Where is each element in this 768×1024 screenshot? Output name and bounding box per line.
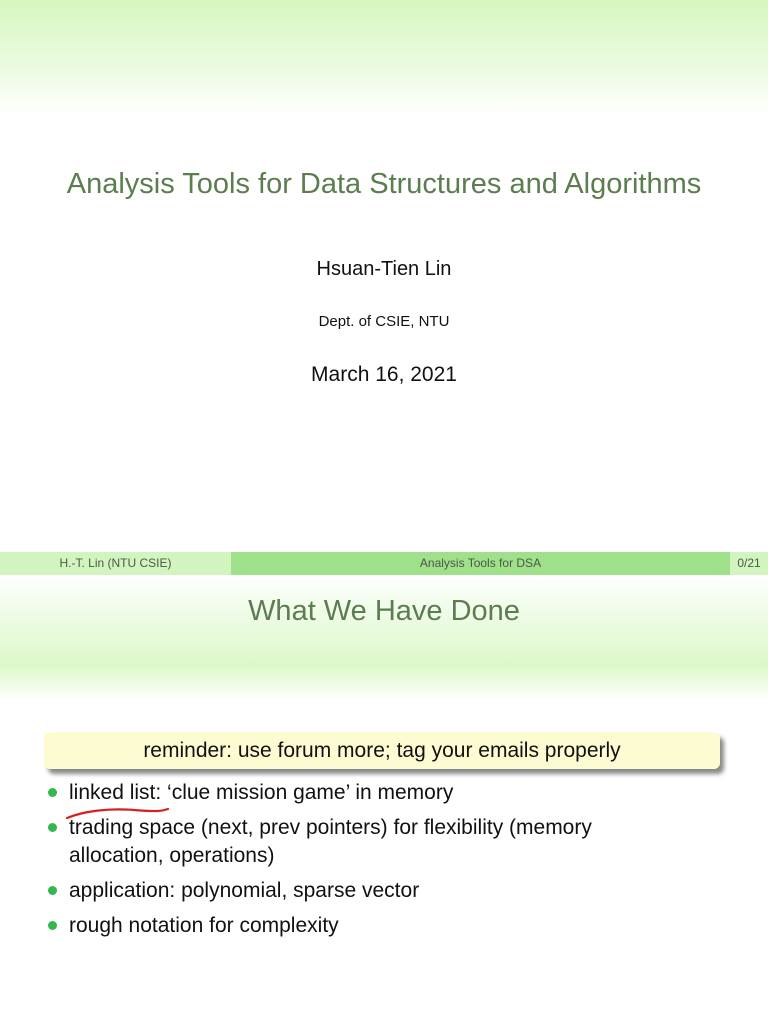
bullet-item — [0, 814, 689, 870]
content-slide — [0, 575, 768, 1024]
bullet-text: rough notation for complexity — [69, 914, 339, 937]
presentation-date: March 16, 2021 — [311, 363, 457, 386]
footer-short-title: Analysis Tools for DSA — [231, 552, 730, 575]
presentation-title: Analysis Tools for Data Structures and Algorithms — [66, 168, 702, 200]
author-affiliation: Dept. of CSIE, NTU — [318, 313, 450, 330]
frame-title: What We Have Done — [248, 595, 520, 627]
bullet-item — [0, 912, 689, 940]
bullet-list — [0, 779, 689, 947]
reminder-box: reminder: use forum more; tag your emails properly — [44, 732, 720, 769]
bullet-item — [0, 779, 689, 807]
bullet-text: linked list: ‘clue mission game’ in memory — [69, 781, 454, 804]
bullet-dot-icon — [48, 921, 57, 930]
bullet-text: trading space (next, prev pointers) for flexibility (memory allocation, operations) — [69, 816, 592, 867]
bullet-text: application: polynomial, sparse vector — [69, 879, 420, 902]
slide-footer — [0, 552, 768, 575]
bullet-dot-icon — [48, 886, 57, 895]
handwritten-underline-annotation — [64, 806, 174, 820]
bullet-dot-icon — [48, 788, 57, 797]
author-name: Hsuan-Tien Lin — [316, 258, 452, 280]
footer-author: H.-T. Lin (NTU CSIE) — [0, 552, 231, 575]
bullet-item — [0, 877, 689, 905]
footer-page-number: 0/21 — [730, 552, 768, 575]
bullet-dot-icon — [48, 823, 57, 832]
